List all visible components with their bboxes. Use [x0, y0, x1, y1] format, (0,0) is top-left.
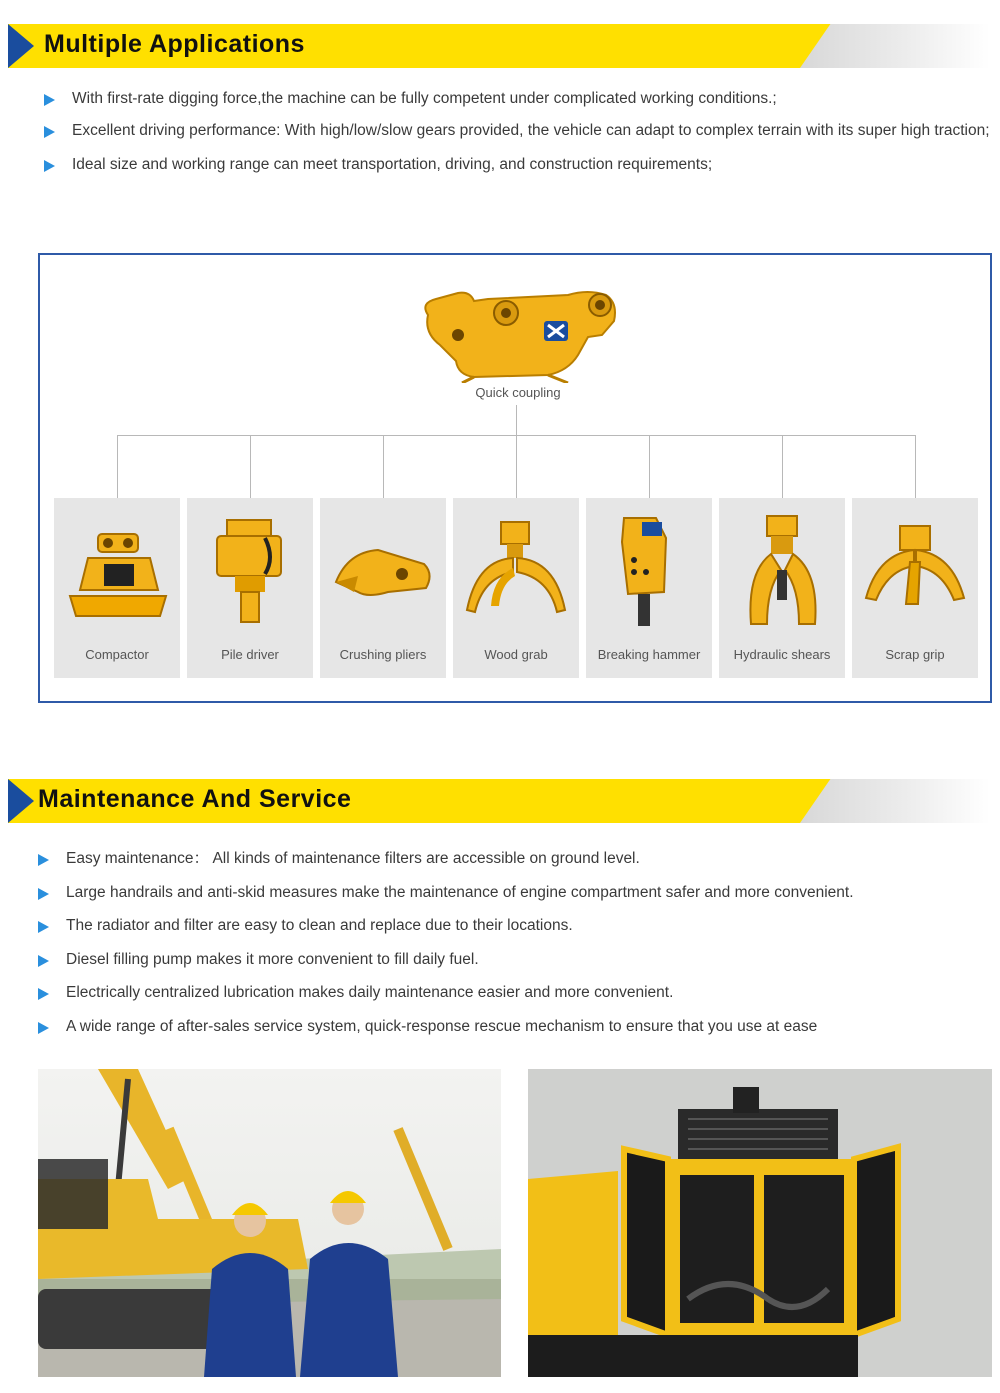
hydraulic-shears-icon	[727, 512, 837, 632]
attachments-diagram	[38, 253, 992, 703]
attachment-tile-crushing-pliers	[320, 498, 446, 678]
bullet-triangle-icon	[38, 854, 49, 866]
list-item: Ideal size and working range can meet transportation, driving, and construction requirements;	[44, 152, 994, 178]
bullet-triangle-icon	[44, 160, 55, 172]
bullet-triangle-icon	[44, 94, 55, 106]
attachment-tile-wood-grab	[453, 498, 579, 678]
pile-driver-icon	[195, 512, 305, 632]
engine-compartment-photo	[528, 1069, 992, 1377]
compactor-icon	[62, 512, 172, 632]
bullet-triangle-icon	[38, 921, 49, 933]
bullet-triangle-icon	[38, 888, 49, 900]
section-title: Maintenance And Service	[38, 785, 352, 813]
tile-label: Breaking hammer	[597, 647, 701, 662]
list-item: Excellent driving performance: With high/low/slow gears provided, the vehicle can adapt to complex terrain with its super high traction;	[44, 118, 994, 144]
breaking-hammer-icon	[594, 512, 704, 632]
tree-branch	[250, 435, 251, 498]
attachment-tile-pile-driver	[187, 498, 313, 678]
applications-bullet-list	[44, 86, 994, 178]
header-arrow-icon	[8, 24, 34, 68]
scrap-grip-icon	[860, 512, 970, 632]
tile-label: Compactor	[85, 647, 149, 662]
bullet-triangle-icon	[38, 988, 49, 1000]
maintenance-bullet-list	[38, 846, 993, 1040]
bullet-triangle-icon	[38, 955, 49, 967]
header-fade	[800, 779, 990, 823]
list-item: Easy maintenance： All kinds of maintenance filters are accessible on ground level.	[38, 846, 993, 872]
tree-branch	[383, 435, 384, 498]
header-fade	[800, 24, 990, 68]
applications-header	[0, 24, 1000, 68]
header-arrow-icon	[8, 779, 34, 823]
wood-grab-icon	[461, 512, 571, 632]
root-label: Quick coupling	[475, 385, 561, 400]
tree-branch	[649, 435, 650, 498]
list-item: A wide range of after-sales service system, quick-response rescue mechanism to ensure that you use at ease	[38, 1014, 993, 1040]
attachment-tile-hydraulic-shears	[719, 498, 845, 678]
tile-label: Scrap grip	[885, 647, 945, 662]
tree-branch	[117, 435, 118, 498]
excavator-workers-illustration	[38, 1069, 501, 1377]
attachment-tile-scrap-grip	[852, 498, 978, 678]
list-item: Large handrails and anti-skid measures make the maintenance of engine compartment safer and more convenient.	[38, 880, 993, 906]
tree-branch	[915, 435, 916, 498]
section-title: Multiple Applications	[44, 30, 305, 58]
crushing-pliers-icon	[328, 512, 438, 632]
service-workers-photo	[38, 1069, 501, 1377]
tree-branch	[516, 435, 517, 498]
attachment-tile-breaking-hammer	[586, 498, 712, 678]
list-item: With first-rate digging force,the machine can be fully competent under complicated working conditions.;	[44, 86, 994, 112]
quick-coupling-icon	[418, 285, 622, 383]
list-item: The radiator and filter are easy to clean and replace due to their locations.	[38, 913, 993, 939]
bullet-triangle-icon	[44, 126, 55, 138]
tile-label: Wood grab	[484, 647, 548, 662]
list-item: Electrically centralized lubrication makes daily maintenance easier and more convenient.	[38, 980, 993, 1006]
bullet-triangle-icon	[38, 1022, 49, 1034]
attachment-tile-compactor	[54, 498, 180, 678]
tree-branch	[782, 435, 783, 498]
tile-label: Crushing pliers	[339, 647, 427, 662]
maintenance-header	[0, 779, 1000, 823]
list-item: Diesel filling pump makes it more convenient to fill daily fuel.	[38, 947, 993, 973]
engine-compartment-illustration	[528, 1069, 992, 1377]
tile-label: Hydraulic shears	[733, 647, 831, 662]
tree-stem	[516, 405, 517, 435]
tile-label: Pile driver	[221, 647, 279, 662]
